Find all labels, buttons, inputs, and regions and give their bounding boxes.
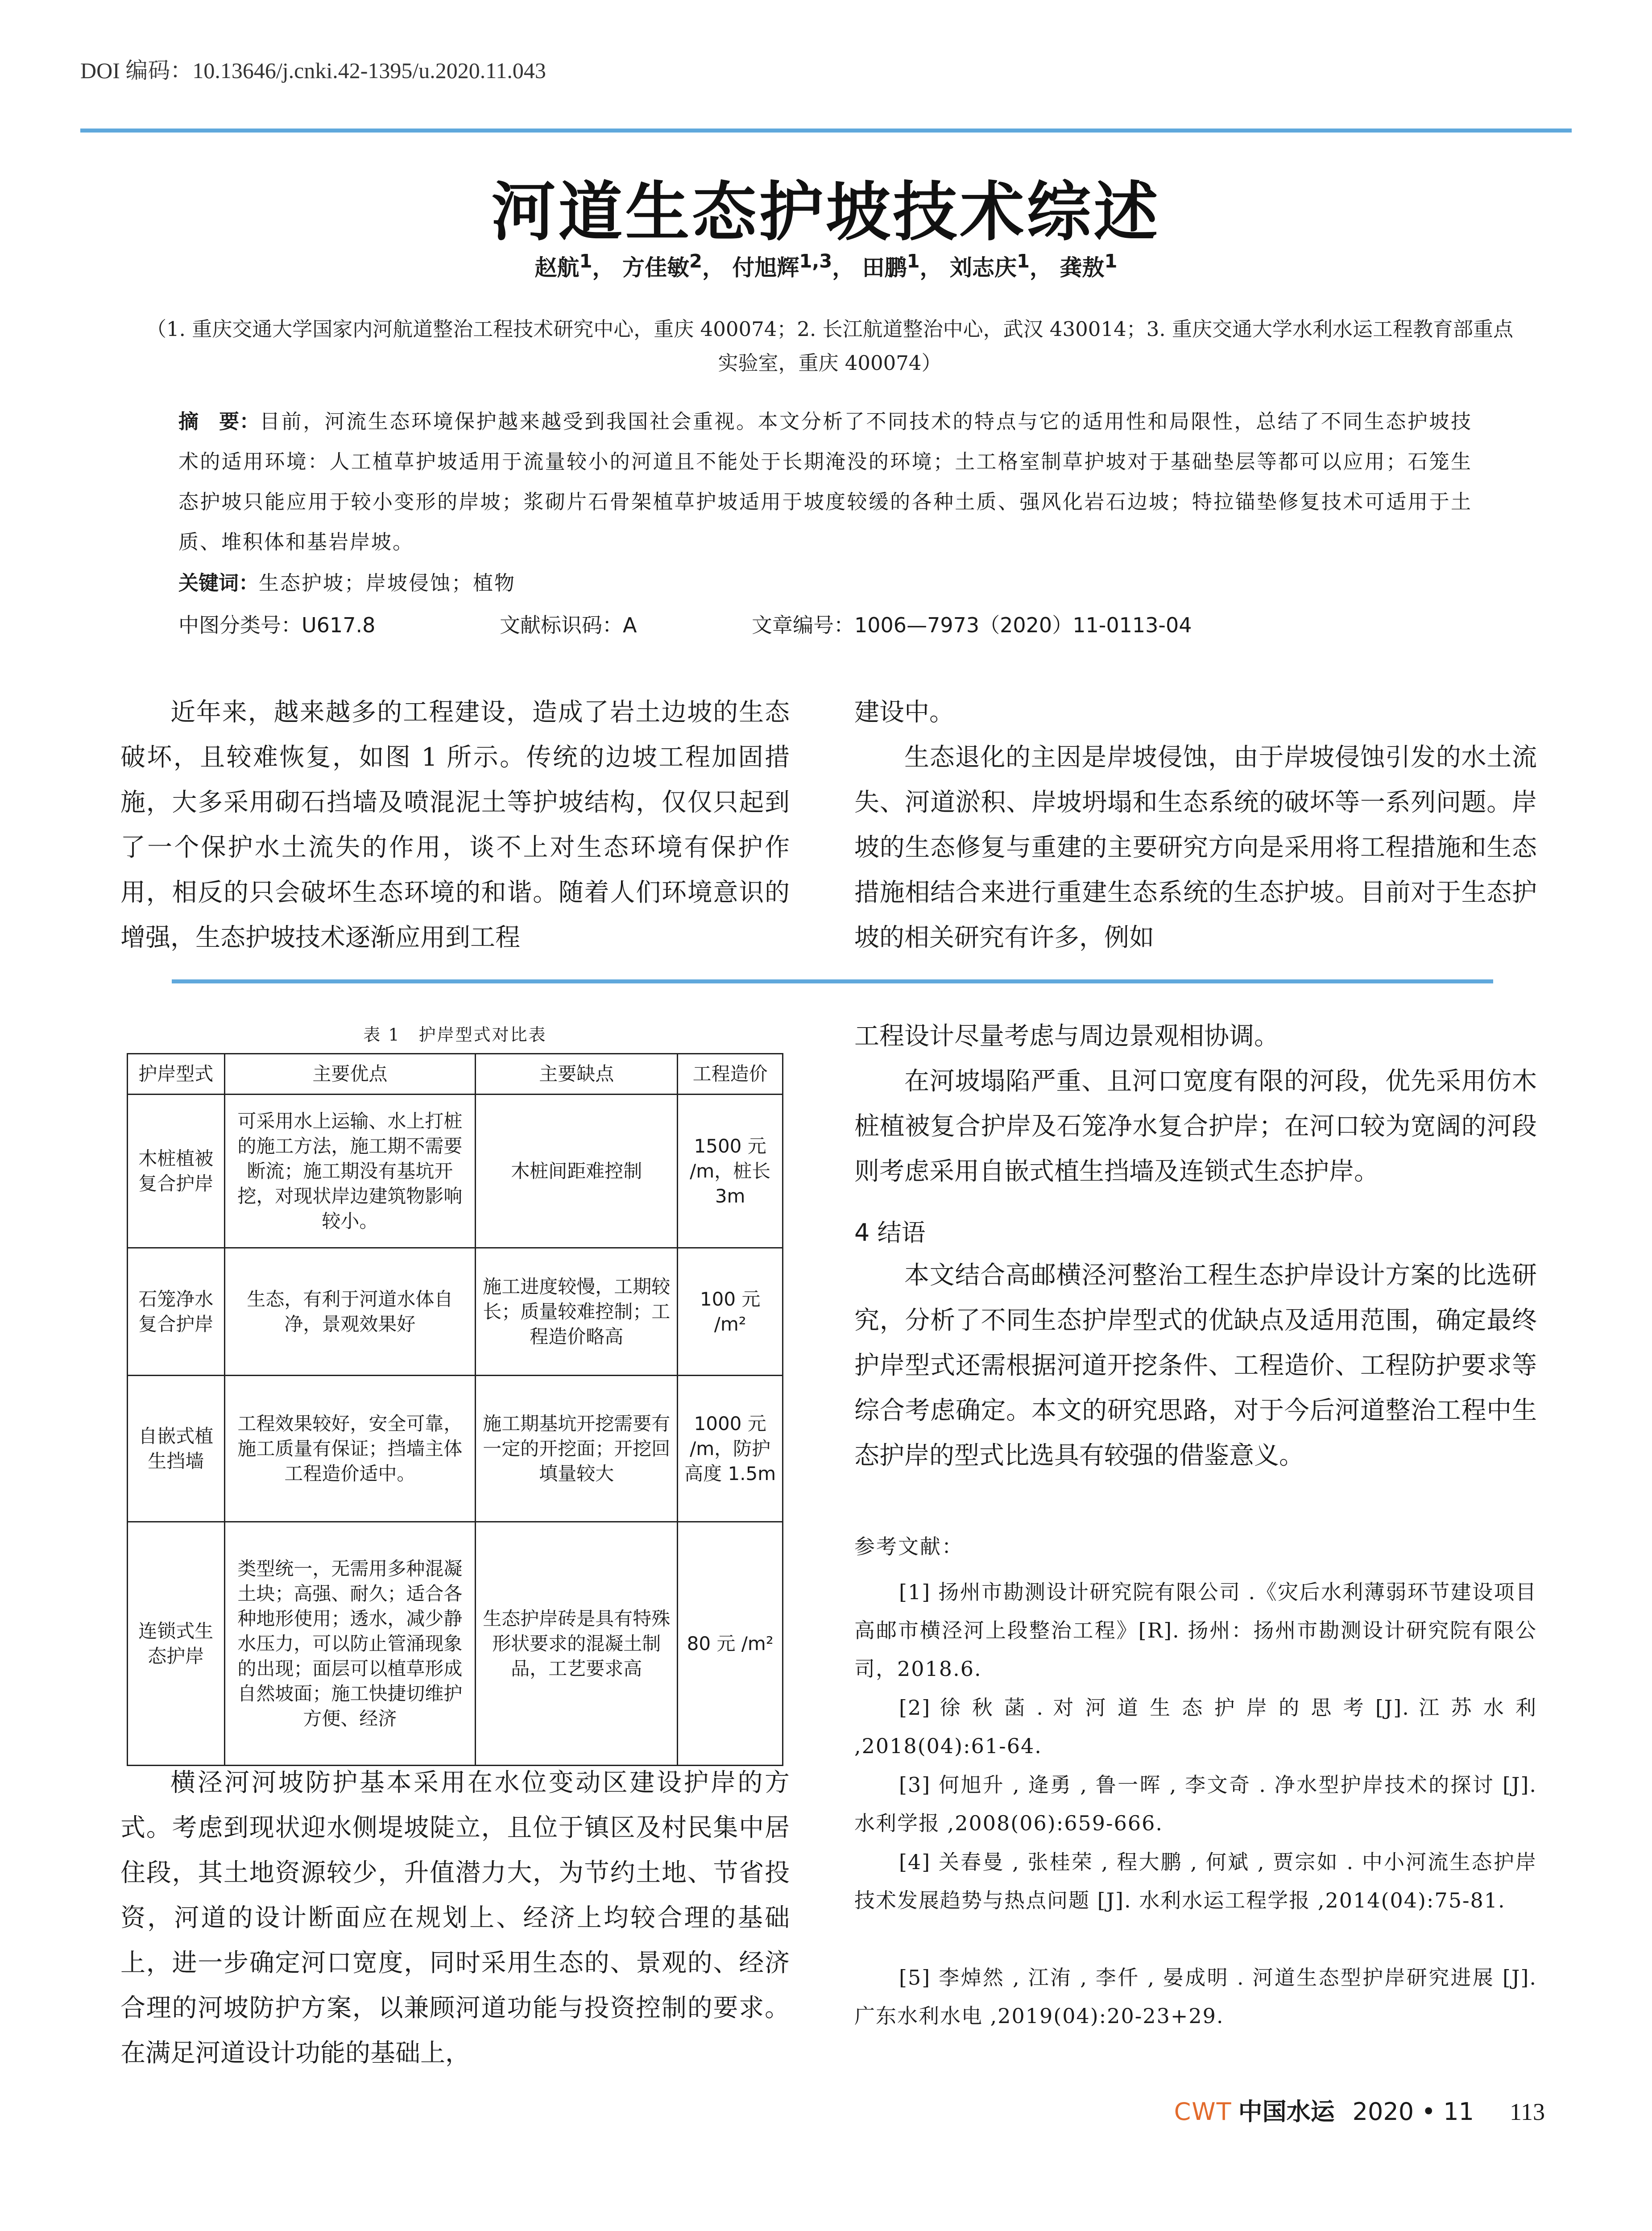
page-number: 113 <box>1510 2098 1545 2125</box>
table-cell: 100 元 /m² <box>678 1248 783 1376</box>
reference-item: [1] 扬州市勘测设计研究院有限公司 .《灾后水利薄弱环节建设项目高邮市横泾河上段整治工程》[R]. 扬州：扬州市勘测设计研究院有限公司，2018.6. <box>854 1580 1537 1681</box>
abstract <box>178 402 1472 562</box>
table-cell: 类型统一，无需用多种混凝土块；高强、耐久；适合各种地形使用；透水，减少静水压力，可以防止管涌现象的出现；面层可以植草形成自然坡面；施工快捷切维护方便、经济 <box>224 1522 476 1766</box>
table-cell: 80 元 /m² <box>678 1522 783 1766</box>
section-rule <box>172 979 1493 983</box>
intro-paragraph-right: 生态退化的主因是岸坡侵蚀，由于岸坡侵蚀引发的水土流失、河道淤积、岸坡坍塌和生态系统的破坏等一系列问题。岸坡的生态修复与重建的主要研究方向是采用将工程措施和生态措施相结合来进行重建生态系统的生态护坡。目前对于生态护坡的相关研究有许多，例如 <box>854 743 1537 952</box>
keywords <box>178 567 516 596</box>
table-caption: 表 1 护岸型式对比表 <box>363 1025 547 1045</box>
table-cell: 石笼净水复合护岸 <box>128 1248 225 1376</box>
abstract-text: 目前，河流生态环境保护越来越受到我国社会重视。本文分析了不同技术的特点与它的适用性和局限性，总结了不同生态护坡技术的适用环境：人工植草护坡适用于流量较小的河道且不能处于长期淹没的环境；土工格室制草护坡对于基础垫层等都可以应用；石笼生态护坡只能应用于较小变形的岸坡；浆砌片石骨架植草护坡适用于坡度较缓的各种土质、强风化岩石边坡；特拉锚垫修复技术可适用于土质、堆积体和基岩岸坡。 <box>178 410 1472 554</box>
author-name: 田鹏 <box>862 255 907 281</box>
body-paragraph-right: 在河坡塌陷严重、且河口宽度有限的河段，优先采用仿木桩植被复合护岸及石笼净水复合护岸；在河口较为宽阔的河段则考虑采用自嵌式植生挡墙及连锁式生态护岸。 <box>854 1067 1537 1186</box>
header-rule <box>80 129 1572 133</box>
author-name: 赵航 <box>534 255 580 281</box>
paper-title: 河道生态护坡技术综述 <box>491 174 1161 249</box>
table-cell: 生态护岸砖是具有特殊形状要求的混凝土制品，工艺要求高 <box>476 1522 678 1766</box>
section-heading: 4 结语 <box>854 1219 926 1247</box>
author-list: 赵航$^1$， 方佳敏$^2$， 付旭辉$^{1,3}$， 田鹏$^1$， 刘志庆$^1$， 龚敖$^1$ <box>534 250 1118 281</box>
keywords-text: 生态护坡；岸坡侵蚀；植物 <box>259 571 516 595</box>
body-paragraph-left: 横泾河河坡防护基本采用在水位变动区建设护岸的方式。考虑到现状迎水侧堤坡陡立，且位于镇区及村民集中居住段，其土地资源较少，升值潜力大，为节约土地、节省投资，河道的设计断面应在规划上、经济上均较合理的基础上，进一步确定河口宽度，同时采用生态的、景观的、经济合理的河坡防护方案，以兼顾河道功能与投资控制的要求。在满足河道设计功能的基础上， <box>120 1768 790 2068</box>
intro-paragraph-left: 近年来，越来越多的工程建设，造成了岩土边坡的生态破坏，且较难恢复，如图 1 所示。传统的边坡工程加固措施，大多采用砌石挡墙及喷混泥土等护坡结构，仅仅只起到了一个保护水土流失的作用，谈不上对生态环境有保护作用，相反的只会破坏生态环境的和谐。随着人们环境意识的增强，生态护坡技术逐渐应用到工程 <box>120 698 790 952</box>
journal-issue: 2020 • 11 <box>1352 2098 1474 2126</box>
journal-brand-logo: CWT <box>1174 2098 1232 2126</box>
author-name: 刘志庆 <box>950 255 1017 281</box>
table-cell: 工程效果较好，安全可靠，施工质量有保证；挡墙主体工程造价适中。 <box>224 1376 476 1522</box>
table-cell: 生态，有利于河道水体自净，景观效果好 <box>224 1248 476 1376</box>
table-row <box>128 1522 783 1766</box>
abstract-label: 摘 要： <box>178 410 260 433</box>
reference-item: [5] 李焯然 , 江洧 , 李仟 , 晏成明 . 河道生态型护岸研究进展 [J]. 广东水利水电 ,2019(04):20-23+29. <box>854 1966 1537 2028</box>
table-cell: 自嵌式植生挡墙 <box>128 1376 225 1522</box>
reference-item: [2] 徐 秋 菡 . 对 河 道 生 态 护 岸 的 思 考 [J]. 江 苏 水 利 ,2018(04):61-64. <box>854 1696 1537 1758</box>
author-affil-mark: 1 <box>1104 250 1118 272</box>
table-cell: 连锁式生态护岸 <box>128 1522 225 1766</box>
author-affil-mark: 1 <box>907 250 920 272</box>
doi-line: DOI 编码：10.13646/j.cnki.42-1395/u.2020.11.043 <box>80 58 546 83</box>
table-header-row <box>128 1054 783 1095</box>
author-affil-mark: 1,3 <box>799 250 832 272</box>
author-name: 龚敖 <box>1060 255 1105 281</box>
affiliations: （1. 重庆交通大学国家内河航道整治工程技术研究中心，重庆 400074；2. 长江航道整治中心，武汉 430014；3. 重庆交通大学水利水运工程教育部重点实验室，重庆 400074） <box>146 317 1513 375</box>
references-heading: 参考文献： <box>854 1534 964 1559</box>
table-cell: 木桩植被复合护岸 <box>128 1095 225 1248</box>
table-cell: 可采用水上运输、水上打桩的施工方法，施工期不需要断流；施工期没有基坑开挖，对现状岸边建筑物影响较小。 <box>224 1095 476 1248</box>
table-row <box>128 1248 783 1376</box>
table-cell: 1500 元 /m，桩长 3m <box>678 1095 783 1248</box>
table-cell: 木桩间距难控制 <box>476 1095 678 1248</box>
table-row <box>128 1095 783 1248</box>
keywords-label: 关键词： <box>178 571 259 595</box>
table-cell: 施工期基坑开挖需要有一定的开挖面；开挖回填量较大 <box>476 1376 678 1522</box>
table-header: 工程造价 <box>678 1054 783 1095</box>
document-code: 文献标识码：A <box>500 613 637 637</box>
journal-name: 中国水运 <box>1238 2097 1335 2126</box>
clc-number: 中图分类号：U617.8 <box>178 613 376 637</box>
article-number: 文章编号：1006—7973（2020）11-0113-04 <box>752 613 1192 637</box>
revetment-comparison-table <box>127 1053 783 1766</box>
reference-item: [4] 关春曼 , 张桂荣 , 程大鹏 , 何斌 , 贾宗如 . 中小河流生态护岸技术发展趋势与热点问题 [J]. 水利水运工程学报 ,2014(04):75-81. <box>854 1850 1537 1912</box>
table-header: 主要优点 <box>224 1054 476 1095</box>
table-cell: 施工进度较慢，工期较长；质量较难控制；工程造价略高 <box>476 1248 678 1376</box>
reference-item: [3] 何旭升 , 逄勇 , 鲁一晖 , 李文奇 . 净水型护岸技术的探讨 [J]. 水利学报 ,2008(06):659-666. <box>854 1773 1537 1835</box>
page-footer <box>1174 2093 1545 2127</box>
intro-paragraph-right-continued: 建设中。 <box>854 698 954 727</box>
author-name: 付旭辉 <box>732 255 799 281</box>
table-row <box>128 1376 783 1522</box>
table-cell: 1000 元 /m，防护高度 1.5m <box>678 1376 783 1522</box>
author-affil-mark: 2 <box>689 250 702 272</box>
author-affil-mark: 1 <box>1017 250 1030 272</box>
author-name: 方佳敏 <box>622 255 689 281</box>
conclusion-paragraph: 本文结合高邮横泾河整治工程生态护岸设计方案的比选研究，分析了不同生态护岸型式的优缺点及适用范围，确定最终护岸型式还需根据河道开挖条件、工程造价、工程防护要求等综合考虑确定。本文的研究思路，对于今后河道整治工程中生态护岸的型式比选具有较强的借鉴意义。 <box>854 1261 1537 1470</box>
table-header: 护岸型式 <box>128 1054 225 1095</box>
author-affil-mark: 1 <box>579 250 592 272</box>
body-paragraph-right-continued: 工程设计尽量考虑与周边景观相协调。 <box>854 1022 1279 1051</box>
table-header: 主要缺点 <box>476 1054 678 1095</box>
